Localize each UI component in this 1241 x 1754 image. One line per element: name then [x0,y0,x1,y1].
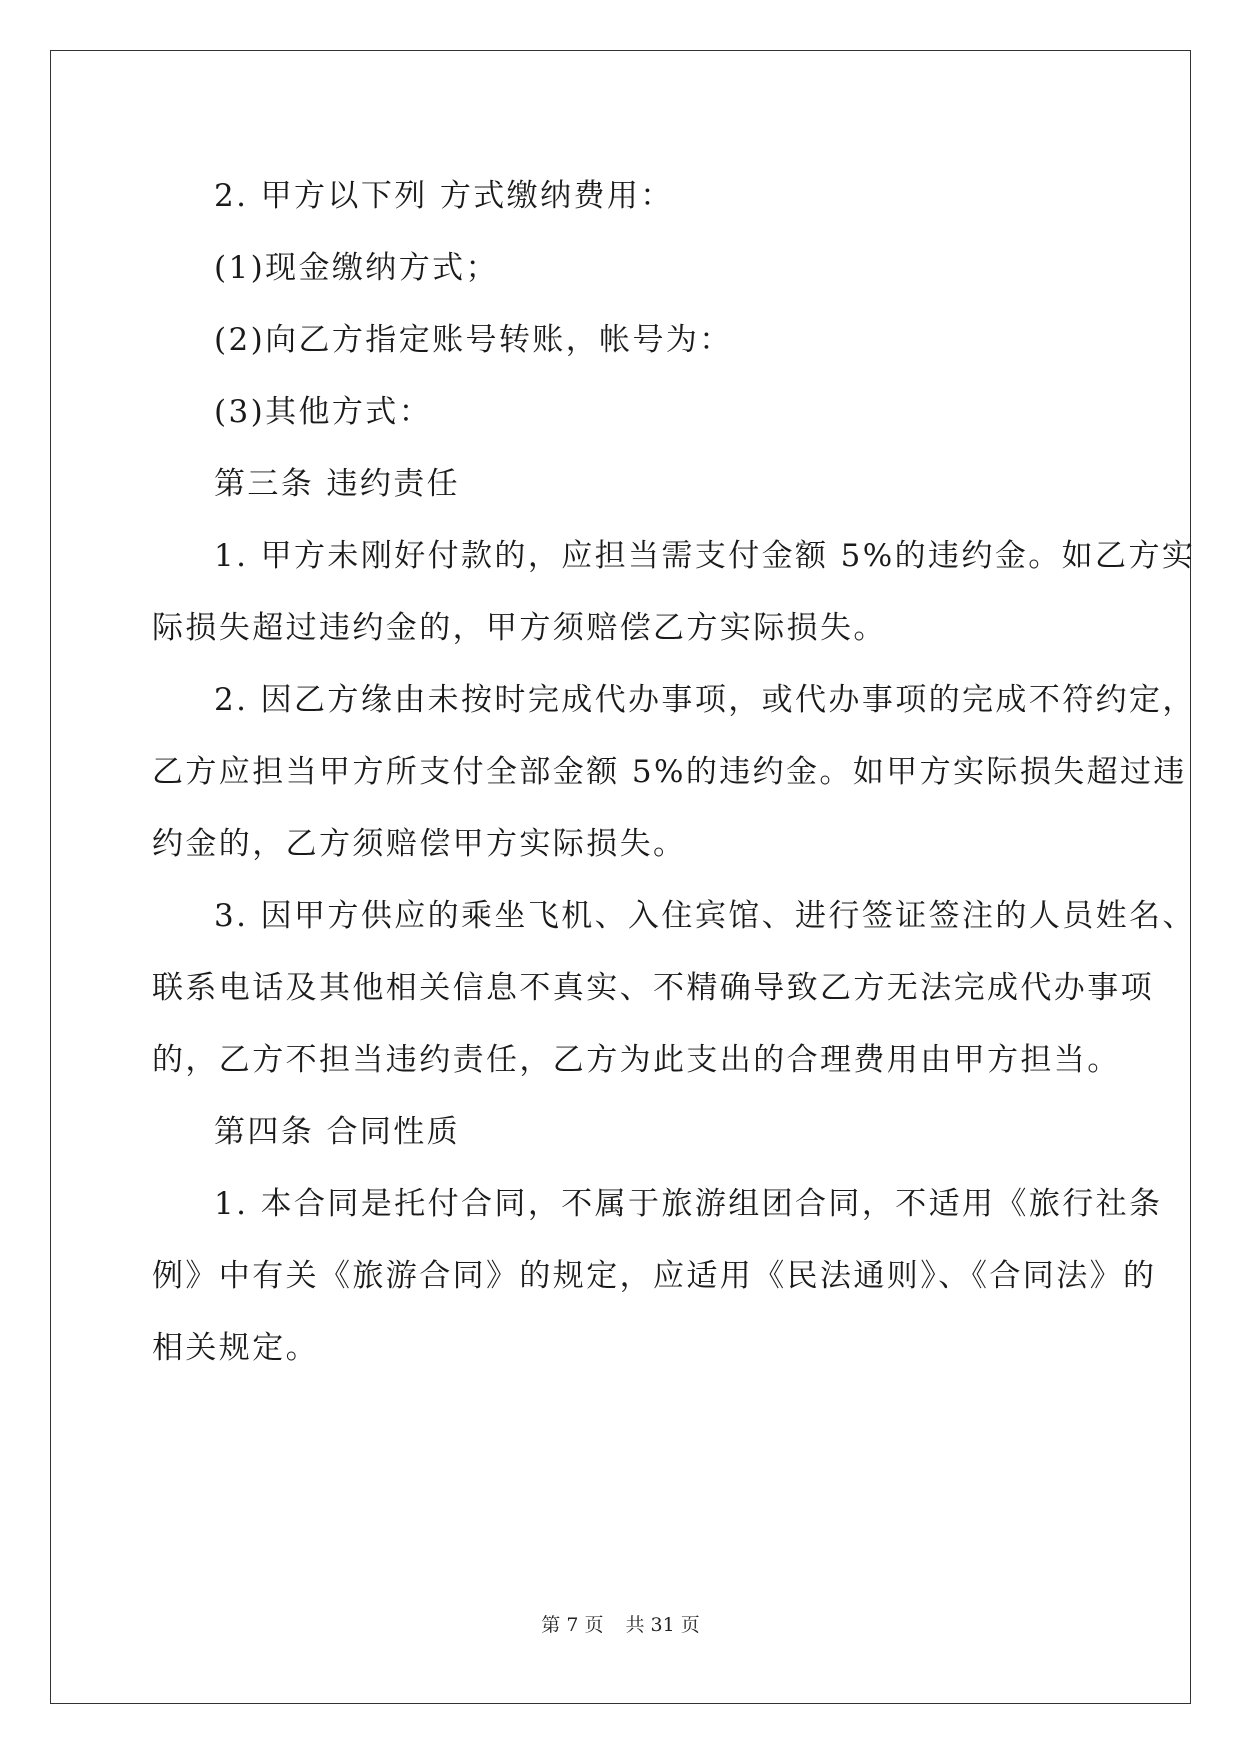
text-line: 1. 本合同是托付合同，不属于旅游组团合同，不适用《旅行社条 [214,1186,1163,1222]
text-line: 例》中有关《旅游合同》的规定，应适用《民法通则》、《合同法》的 [152,1258,1157,1294]
heading-article-4 [152,1096,1092,1168]
paragraph-clause-4-1-cont [152,1240,1157,1312]
text-line: 相关规定。 [152,1330,319,1366]
text-line: 际损失超过违约金的，甲方须赔偿乙方实际损失。 [152,610,887,646]
text-line: 联系电话及其他相关信息不真实、不精确导致乙方无法完成代办事项 [152,970,1154,1006]
total-pages: 共 31 页 [625,1614,700,1636]
paragraph-clause-3-1-cont [152,592,1092,664]
text-line: 1. 甲方未刚好付款的，应担当需支付金额 5%的违约金。如乙方实 [214,538,1196,574]
paragraph-cash [152,232,1092,304]
text-line: 第三条 违约责任 [214,466,461,502]
paragraph-clause-3-3-cont [152,1024,1121,1096]
text-line: 乙方应担当甲方所支付全部金额 5%的违约金。如甲方实际损失超过违 [152,754,1187,790]
paragraph-other [152,376,1092,448]
text-line: (1)现金缴纳方式； [214,250,499,286]
paragraph-payment-methods [152,160,1092,232]
text-line: 约金的，乙方须赔偿甲方实际损失。 [152,826,687,862]
text-line: 3. 因甲方供应的乘坐飞机、入住宾馆、进行签证签注的人员姓名、 [214,898,1196,934]
paragraph-clause-3-2-cont [152,736,1187,808]
paragraph-clause-3-3-cont [152,952,1154,1024]
document-body [152,160,1196,1384]
paragraph-clause-3-1 [152,520,1196,592]
paragraph-clause-3-2-cont [152,808,1092,880]
page-number: 第 7 页 [541,1614,604,1636]
paragraph-clause-4-1 [152,1168,1163,1240]
text-line: (2)向乙方指定账号转账，帐号为： [214,322,733,358]
heading-article-3 [152,448,1092,520]
text-line: (3)其他方式： [214,394,433,430]
text-line: 2. 甲方以下列 方式缴纳费用： [214,178,674,214]
paragraph-clause-3-2 [152,664,1196,736]
text-line: 2. 因乙方缘由未按时完成代办事项，或代办事项的完成不符约定， [214,682,1196,718]
paragraph-clause-4-1-cont [152,1312,1092,1384]
paragraph-transfer [152,304,1092,376]
text-line: 第四条 合同性质 [214,1114,461,1150]
text-line: 的，乙方不担当违约责任，乙方为此支出的合理费用由甲方担当。 [152,1042,1121,1078]
paragraph-clause-3-3 [152,880,1196,952]
page-footer [0,1610,1241,1637]
